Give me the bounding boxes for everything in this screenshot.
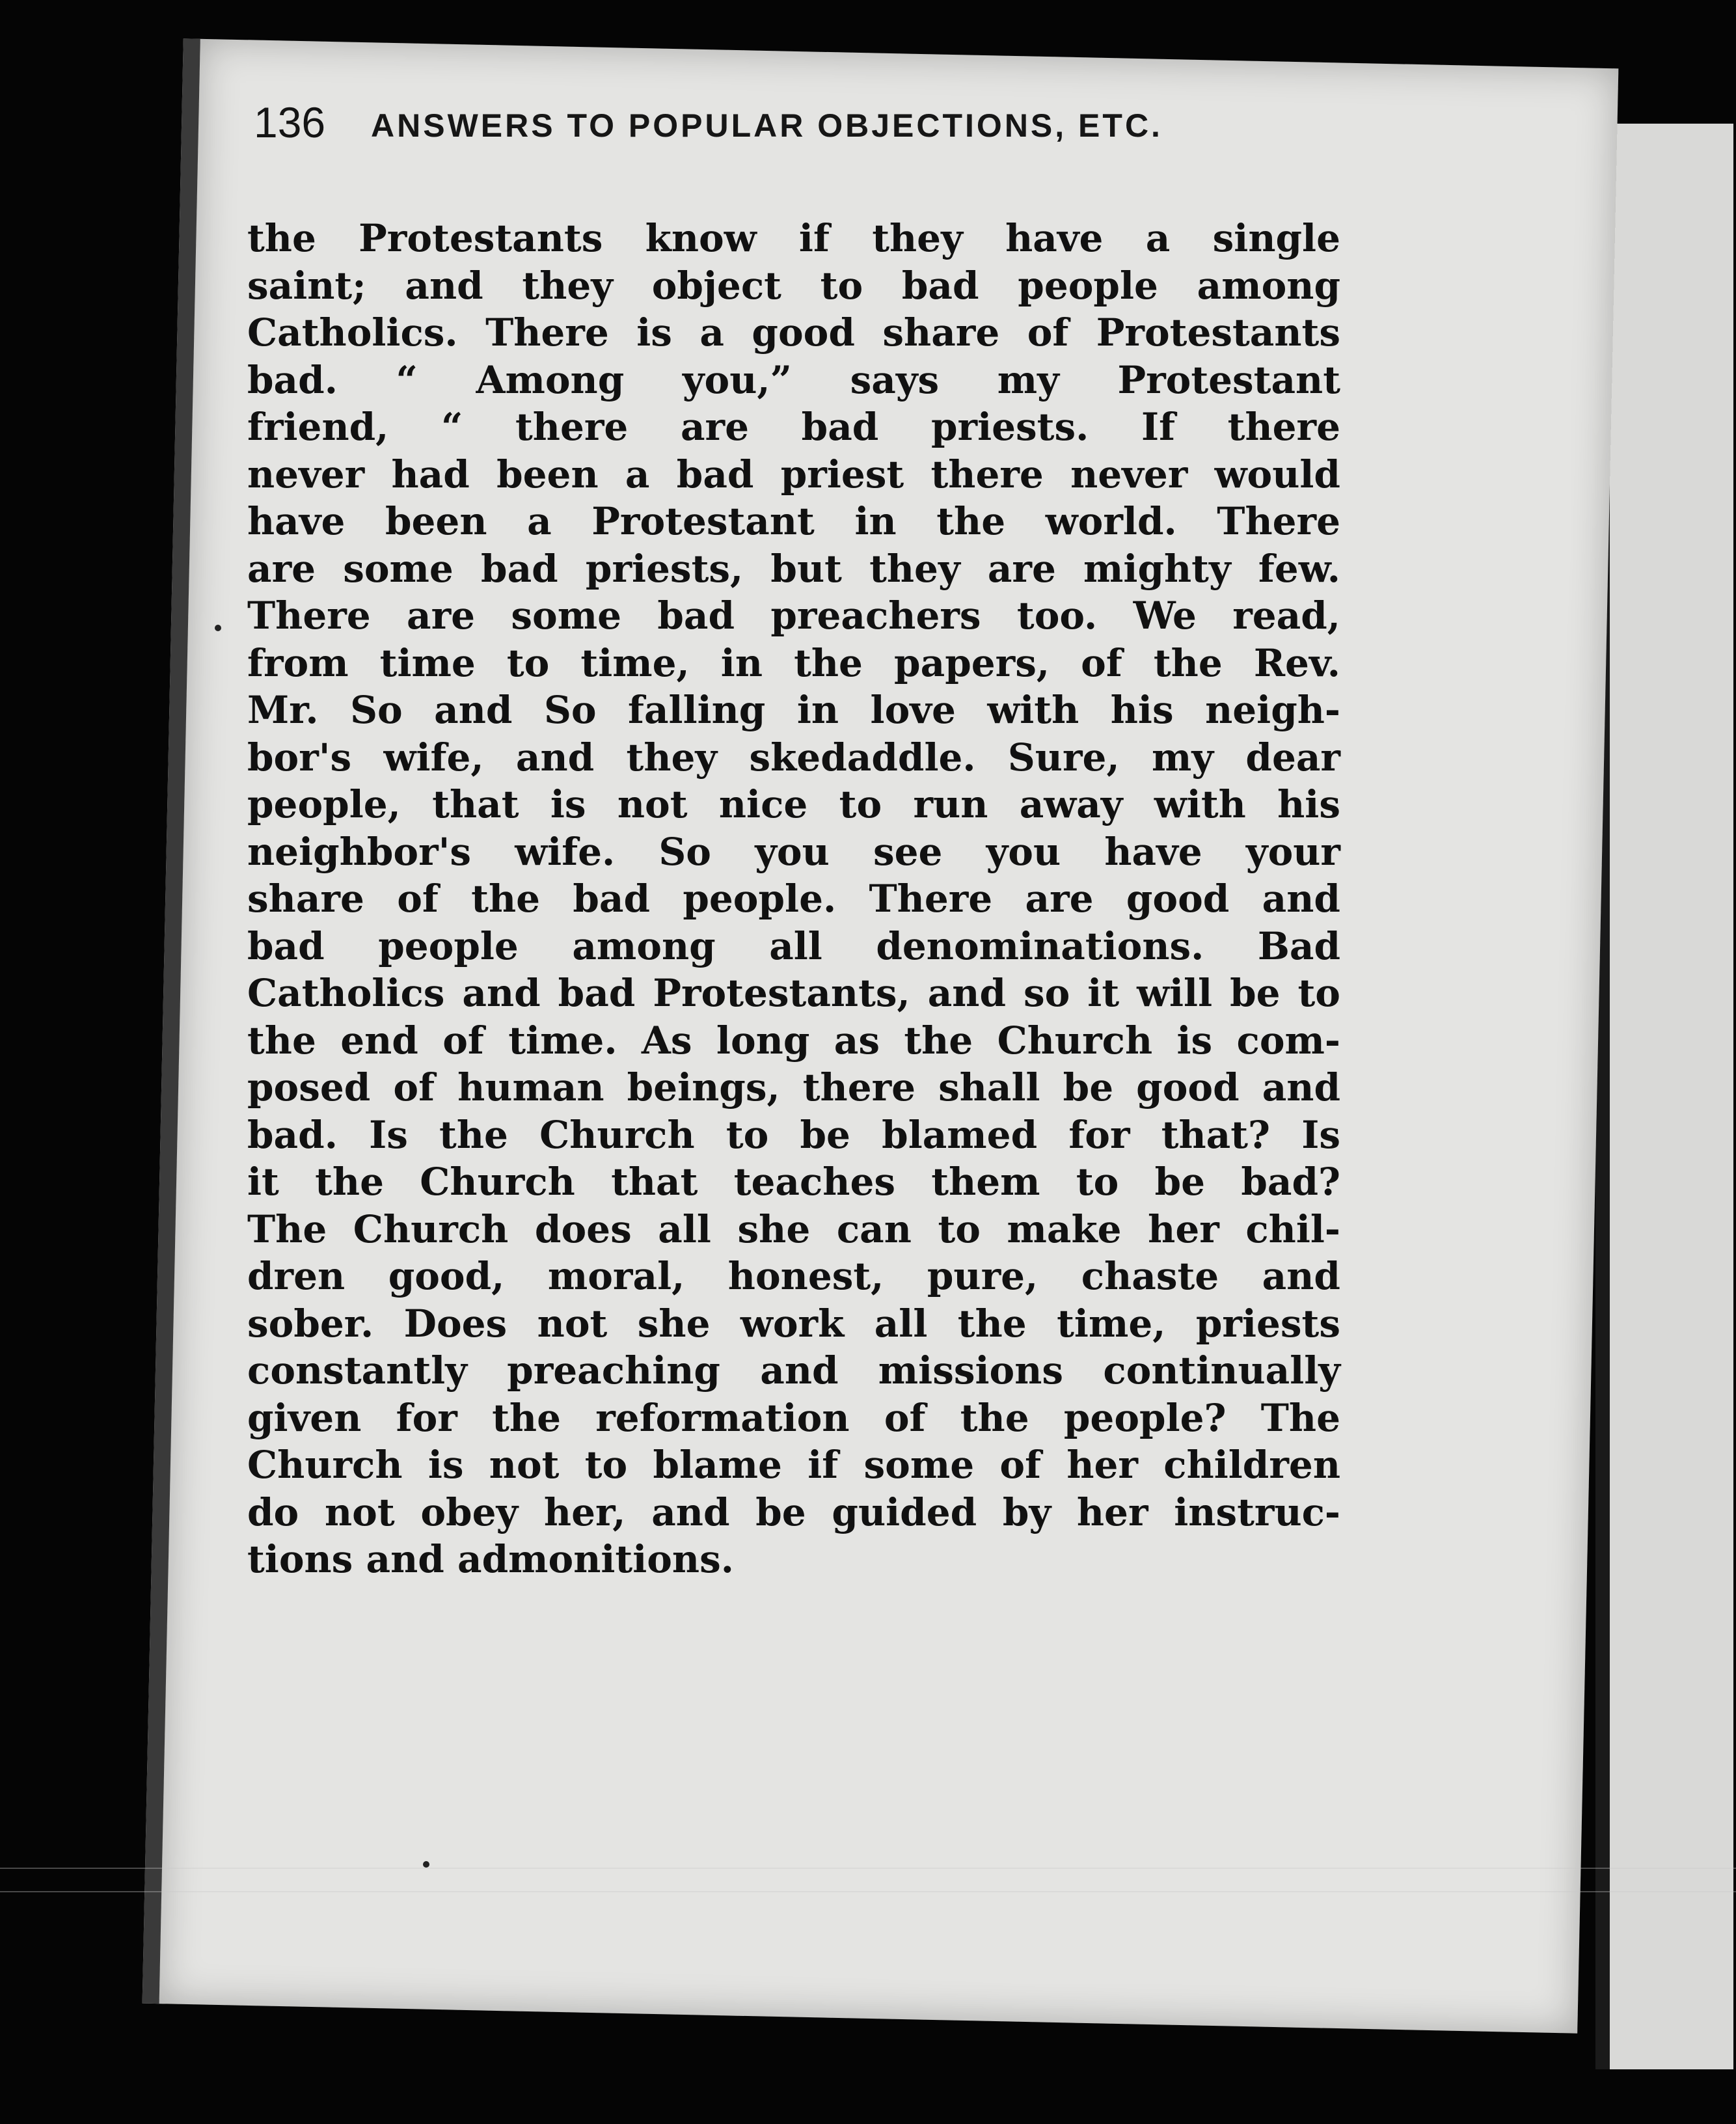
text-line: are some bad priests, but they are mighty few. xyxy=(247,546,1340,591)
text-line: sober. Does not she work all the time, priests xyxy=(247,1301,1340,1346)
text-line: from time to time, in the papers, of the Rev. xyxy=(247,640,1340,685)
text-line: friend, “ there are bad priests. If there xyxy=(247,405,1340,449)
text-line: Catholics and bad Protestants, and so it will be to xyxy=(247,971,1340,1015)
text-line: bad. Is the Church to be blamed for that? Is xyxy=(247,1112,1340,1157)
scan-artifact-line xyxy=(0,1891,1736,1892)
text-line: the Protestants know if they have a single xyxy=(247,216,1340,260)
dust-speck xyxy=(215,625,221,631)
text-line: share of the bad people. There are good and xyxy=(247,877,1340,921)
page-number: 136 xyxy=(254,98,326,146)
text-line: The Church does all she can to make her chil- xyxy=(247,1206,1340,1251)
text-line: Mr. So and So falling in love with his neigh- xyxy=(247,688,1340,732)
text-line: There are some bad preachers too. We read, xyxy=(247,593,1340,638)
text-line: bad. “ Among you,” says my Protestant xyxy=(247,357,1340,402)
text-line: given for the reformation of the people? The xyxy=(247,1395,1340,1440)
body-text xyxy=(247,215,1340,1803)
text-line: Catholics. There is a good share of Protestants xyxy=(247,310,1340,355)
text-line: bor's wife, and they skedaddle. Sure, my dear xyxy=(247,735,1340,780)
page-header xyxy=(254,98,1373,176)
facing-page-edge xyxy=(1595,124,1733,2069)
text-line: never had been a bad priest there never would xyxy=(247,452,1340,497)
text-line: have been a Protestant in the world. There xyxy=(247,499,1340,543)
text-line: posed of human beings, there shall be good and xyxy=(247,1065,1340,1110)
text-line: it the Church that teaches them to be bad? xyxy=(247,1160,1340,1204)
running-head: ANSWERS TO POPULAR OBJECTIONS, ETC. xyxy=(371,107,1163,144)
text-line: tions and admonitions. xyxy=(247,1537,734,1581)
text-line: the end of time. As long as the Church is com- xyxy=(247,1018,1340,1063)
text-line: do not obey her, and be guided by her instruc- xyxy=(247,1490,1340,1534)
text-line: saint; and they object to bad people among xyxy=(247,263,1340,308)
text-line: bad people among all denominations. Bad xyxy=(247,923,1340,968)
dust-speck xyxy=(423,1861,429,1868)
text-line: people, that is not nice to run away with his xyxy=(247,782,1340,826)
text-line: constantly preaching and missions continually xyxy=(247,1348,1340,1393)
text-line: neighbor's wife. So you see you have your xyxy=(247,829,1340,874)
text-line: Church is not to blame if some of her children xyxy=(247,1443,1340,1487)
text-line: dren good, moral, honest, pure, chaste and xyxy=(247,1254,1340,1298)
scan-artifact-line xyxy=(0,1868,1736,1869)
